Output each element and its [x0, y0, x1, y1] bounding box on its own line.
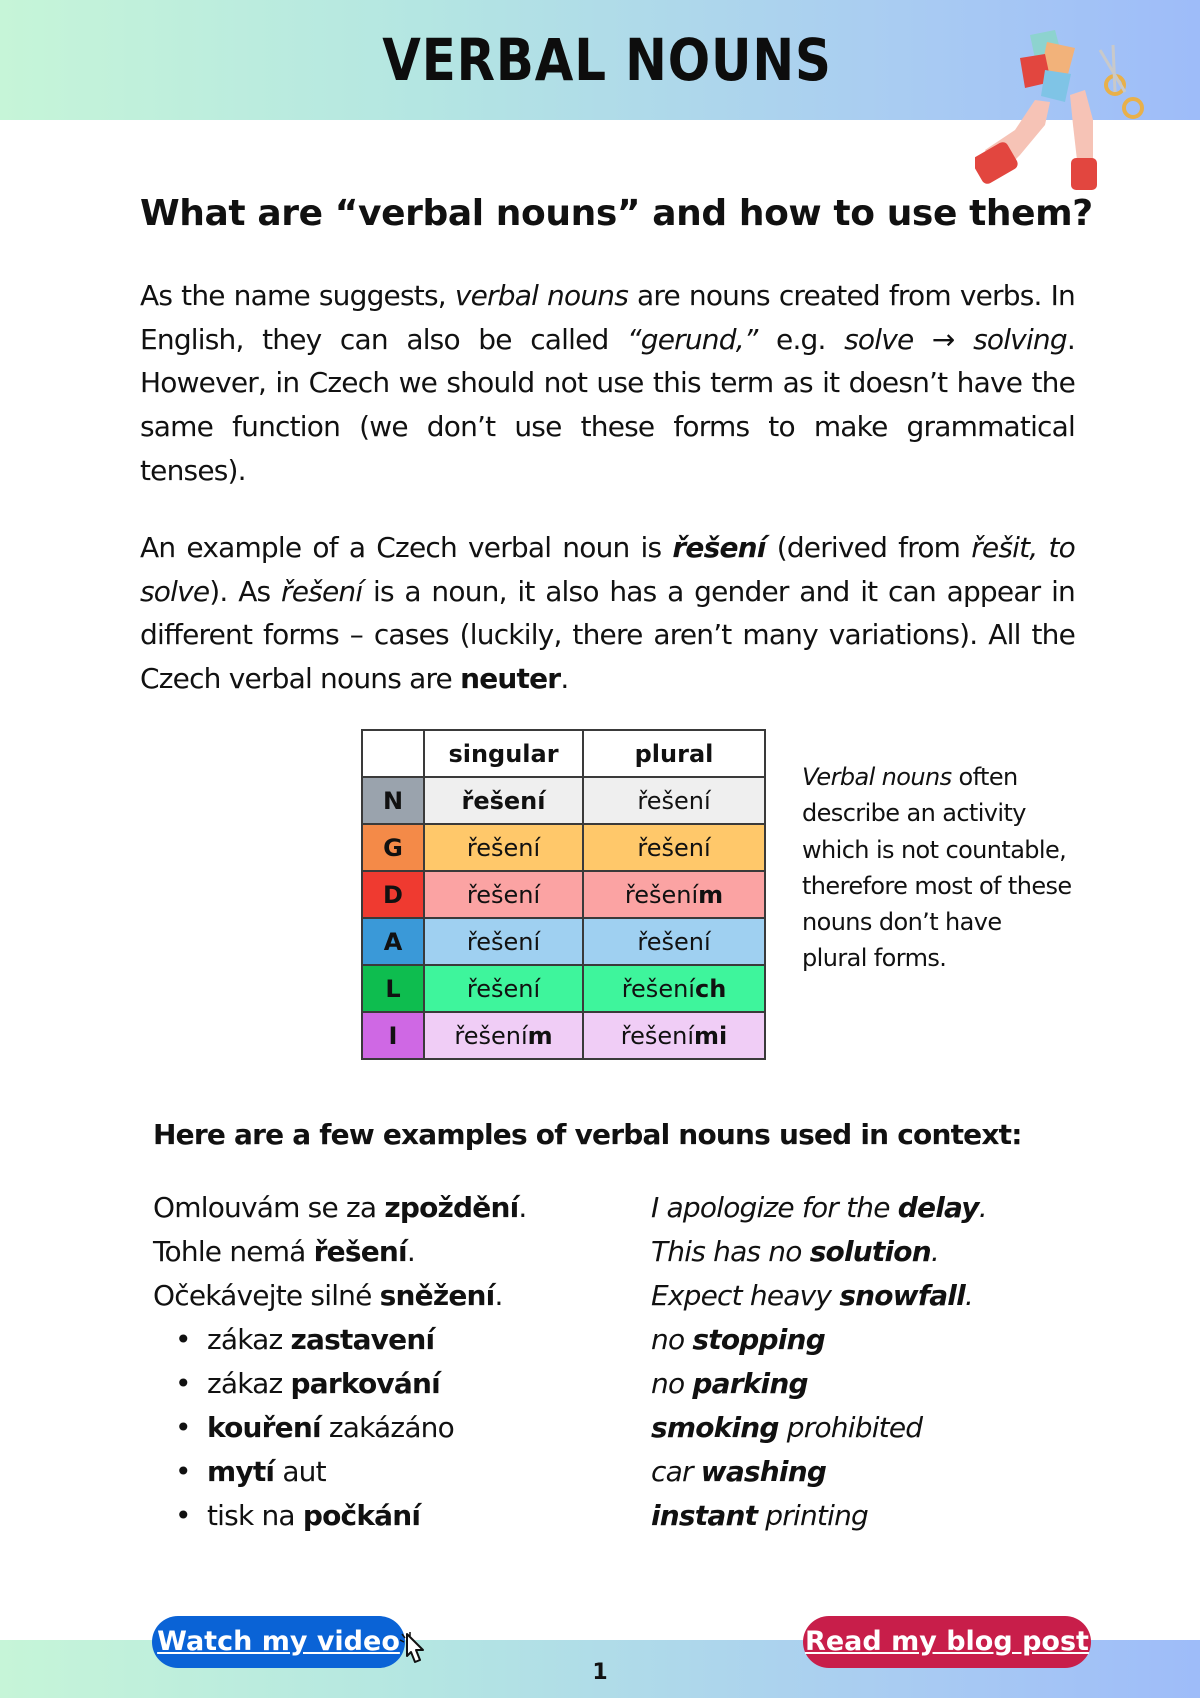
plural-cell: řešení — [583, 918, 765, 965]
text-run: počkání — [302, 1499, 421, 1532]
bullet-icon: • — [175, 1367, 192, 1400]
text-run: solve → solving — [844, 322, 1067, 356]
side-note — [802, 759, 1072, 977]
example-czech — [207, 1362, 440, 1406]
bullet-icon: • — [175, 1411, 192, 1444]
text-run: ). As — [209, 574, 282, 608]
example-czech — [153, 1230, 415, 1274]
bullet-icon: • — [175, 1455, 192, 1488]
text-run: řešení — [281, 574, 363, 608]
example-czech — [207, 1406, 454, 1450]
text-run: . — [406, 1235, 415, 1268]
singular-cell: řešení — [424, 824, 583, 871]
case-cell: A — [362, 918, 424, 965]
text-run: no — [651, 1367, 693, 1400]
plural-cell: řešení — [583, 824, 765, 871]
text-run: kouření — [207, 1411, 321, 1444]
text-run: Očekávejte silné — [153, 1279, 380, 1312]
text-run: I apologize for the — [651, 1191, 898, 1224]
table-row — [362, 871, 765, 918]
table-row — [362, 1012, 765, 1059]
text-run: parking — [692, 1367, 808, 1400]
text-run: řešení — [672, 531, 766, 564]
text-run: stopping — [692, 1323, 825, 1356]
text-run: delay — [897, 1191, 979, 1224]
example-english — [651, 1186, 987, 1230]
plural-cell: řešení — [583, 777, 765, 824]
case-cell: L — [362, 965, 424, 1012]
text-run: solution — [809, 1235, 931, 1268]
text-run: zákaz — [207, 1367, 291, 1400]
text-run: smoking — [651, 1411, 779, 1444]
plural-cell: řešeními — [583, 1012, 765, 1059]
text-run: is a noun, it also has a gender and it can appear in different forms – cases (luckily, there aren’t many variations). All the Czech verbal nouns are — [140, 574, 1075, 696]
singular-cell: řešení — [424, 871, 583, 918]
text-run: . — [930, 1235, 939, 1268]
text-run: tisk na — [207, 1499, 303, 1532]
text-run: This has no — [651, 1235, 810, 1268]
text-run: An example of a Czech verbal noun is — [140, 531, 673, 564]
watch-video-button[interactable]: Watch my video — [152, 1616, 405, 1668]
text-run: snowfall — [839, 1279, 965, 1312]
example-english — [651, 1230, 939, 1274]
text-run: often describe an activity which is not countable, therefore most of these nouns don’t have plural forms. — [802, 763, 1072, 973]
text-run: “gerund,” — [627, 322, 758, 356]
examples-heading: Here are a few examples of verbal nouns used in context: — [153, 1118, 1022, 1151]
text-run: instant — [651, 1499, 758, 1532]
section-heading: What are “verbal nouns” and how to use them? — [140, 193, 1093, 234]
text-run: Tohle nemá — [153, 1235, 314, 1268]
text-run: e.g. — [757, 322, 845, 356]
table-header-plural: plural — [583, 730, 765, 777]
example-paragraph — [140, 526, 1075, 701]
text-run: printing — [757, 1499, 868, 1532]
example-english — [651, 1362, 808, 1406]
text-run: . — [494, 1279, 503, 1312]
text-run: Expect heavy — [651, 1279, 840, 1312]
text-run: zákaz — [207, 1323, 291, 1356]
text-run: sněžení — [379, 1279, 495, 1312]
text-run: car — [651, 1455, 701, 1488]
case-cell: I — [362, 1012, 424, 1059]
table-row — [362, 918, 765, 965]
example-czech — [207, 1494, 420, 1538]
intro-paragraph — [140, 274, 1075, 493]
text-run: . However, in Czech we should not use this term as it doesn’t have the same function (we don’t use these forms to make grammatical tenses). — [140, 322, 1075, 487]
text-run: řešení — [313, 1235, 407, 1268]
text-run: zakázáno — [320, 1411, 454, 1444]
text-run: verbal nouns — [454, 279, 629, 312]
example-english — [651, 1494, 868, 1538]
text-run: zpoždění — [384, 1191, 519, 1224]
text-run: . — [560, 662, 569, 696]
example-czech — [207, 1450, 326, 1494]
text-run: neuter — [460, 662, 561, 696]
text-run: aut — [274, 1455, 326, 1488]
page-title: VERBAL NOUNS — [382, 26, 832, 94]
case-cell: G — [362, 824, 424, 871]
example-english — [651, 1450, 826, 1494]
text-run: prohibited — [778, 1411, 923, 1444]
plural-cell: řešeních — [583, 965, 765, 1012]
text-run: mytí — [207, 1455, 275, 1488]
hands-paper-illustration — [975, 30, 1175, 205]
bullet-icon: • — [175, 1323, 192, 1356]
table-row — [362, 824, 765, 871]
example-czech — [153, 1274, 503, 1318]
text-run: . — [964, 1279, 973, 1312]
case-cell: D — [362, 871, 424, 918]
text-run: zastavení — [290, 1323, 435, 1356]
text-run: . — [978, 1191, 987, 1224]
read-blog-button[interactable]: Read my blog post — [803, 1616, 1091, 1668]
declension-table — [361, 729, 766, 1060]
singular-cell: řešení — [424, 777, 583, 824]
table-row — [362, 965, 765, 1012]
bullet-icon: • — [175, 1499, 192, 1532]
text-run: (derived from — [765, 531, 972, 564]
text-run: Verbal nouns — [802, 763, 952, 791]
singular-cell: řešení — [424, 918, 583, 965]
text-run: no — [651, 1323, 693, 1356]
singular-cell: řešení — [424, 965, 583, 1012]
example-czech — [153, 1186, 527, 1230]
table-header-corner — [362, 730, 424, 777]
table-row — [362, 777, 765, 824]
page-number: 1 — [592, 1660, 608, 1685]
table-header-singular: singular — [424, 730, 583, 777]
plural-cell: řešením — [583, 871, 765, 918]
example-czech — [207, 1318, 434, 1362]
text-run: . — [518, 1191, 527, 1224]
example-english — [651, 1318, 825, 1362]
text-run: are nouns created from verbs. In English, they can also be called — [140, 279, 1075, 356]
singular-cell: řešením — [424, 1012, 583, 1059]
table-header-row — [362, 730, 765, 777]
text-run: washing — [700, 1455, 827, 1488]
text-run: Omlouvám se za — [153, 1191, 385, 1224]
example-english — [651, 1406, 922, 1450]
case-cell: N — [362, 777, 424, 824]
example-english — [651, 1274, 973, 1318]
text-run: řešit, to solve — [140, 531, 1075, 608]
text-run: As the name suggests, — [140, 279, 455, 312]
text-run: parkování — [290, 1367, 440, 1400]
